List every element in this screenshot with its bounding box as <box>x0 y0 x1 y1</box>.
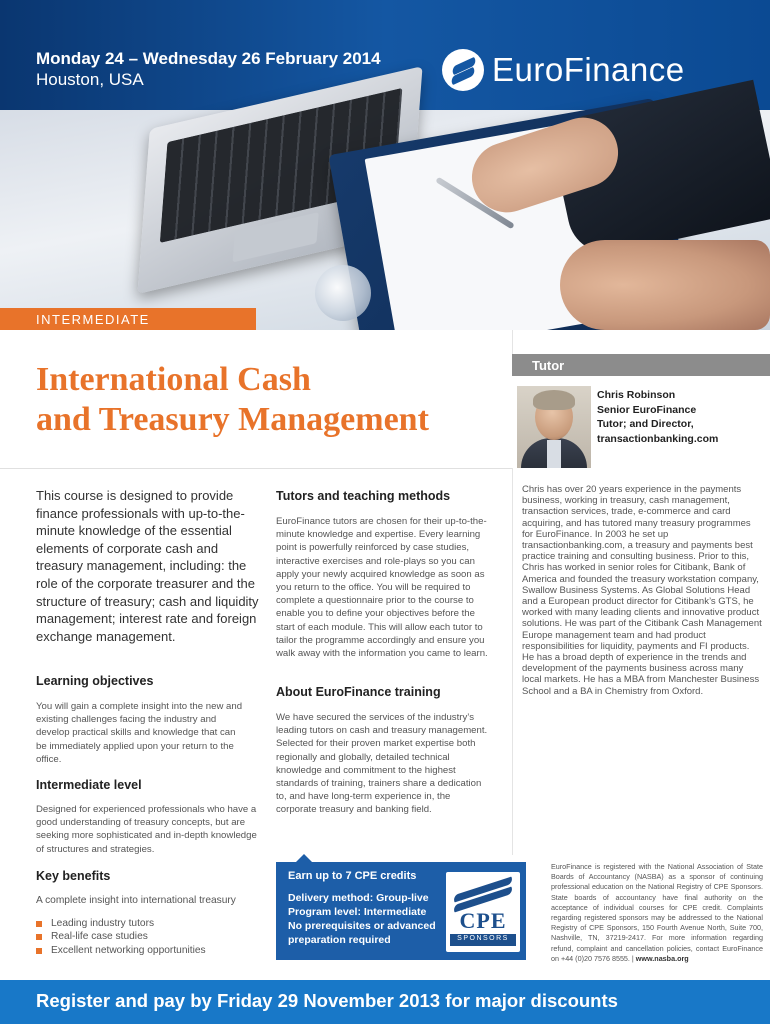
cpe-seal-sponsors: SPONSORS <box>457 935 509 942</box>
tutor-photo <box>517 386 591 468</box>
cpe-seal-text: CPE <box>459 908 507 933</box>
course-title <box>36 360 506 440</box>
key-benefits-list <box>36 917 266 957</box>
cpe-delivery-method: Delivery method: Group-live <box>288 892 429 904</box>
list-item: Leading industry tutors <box>36 917 266 930</box>
register-deadline-text: Register and pay by Friday 29 November 2013 for major discounts <box>36 990 618 1011</box>
orange-bullet-icon <box>36 934 42 940</box>
eurofinance-logo-text: EuroFinance <box>492 51 685 88</box>
tutor-role-line2: Tutor; and Director, <box>597 418 694 430</box>
tutor-name: Chris Robinson <box>597 389 676 401</box>
cpe-prereq-line1: No prerequisites or advanced <box>288 920 436 932</box>
learning-objectives-body: You will gain a complete insight into the new and existing challenges facing the industry and develop practical skills and knowledge that can be immediately applied upon your return to the office. <box>36 701 243 765</box>
tutors-teaching-heading: Tutors and teaching methods <box>276 489 451 503</box>
about-training-heading: About EuroFinance training <box>276 685 441 699</box>
nasba-link[interactable]: www.nasba.org <box>635 953 689 963</box>
orange-bullet-icon <box>36 948 42 954</box>
tutor-role-line1: Senior EuroFinance <box>597 403 697 416</box>
eurofinance-logo-icon <box>442 49 484 91</box>
key-benefits-heading: Key benefits <box>36 869 111 883</box>
cpe-credits-title: Earn up to 7 CPE credits <box>288 870 417 882</box>
event-location: Houston, USA <box>36 70 144 89</box>
list-item: Real-life case studies <box>36 930 266 943</box>
hero-glass-illustration <box>315 265 371 321</box>
tutor-bio: Chris has over 20 years experience in the payments business, working in treasury, cash management, transaction services, trade, e-commerce and card acquiring, and has tutored many treasury programmes for EuroFinance. In 2003 he set up transactionbanking.com, a treasury and payments best practice training and consulting business. Prior to this, Chris has worked in senior roles for Citibank, Bank of America and founded the treasury workstation company, Swallow Business Systems. As Global Solutions Head and a European product director for Citibank’s GTS, he worked with many leading clients and innovative product solutions. He was part of the Citibank Cash Management Europe management team and had product responsibilities for liquidity, payments and FI products. He has a broad depth of experience in the trends and development of the payments business across many local markets. He has a MBA from Manchester Business School and a BA in Chemistry from Oxford. <box>522 484 762 697</box>
about-training-body: We have secured the services of the industry’s leading tutors on cash and treasury management. Selected for their proven market expertise both regionally and globally, detailed technical knowledge and commitment to the highest standards of training, trainers share a dedication to, and have long-term experience in, the corporate treasury and banking field. <box>276 712 488 816</box>
title-divider <box>0 468 512 469</box>
cpe-sponsors-seal-icon <box>446 872 520 952</box>
tutor-credentials <box>597 388 765 446</box>
intermediate-level-heading: Intermediate level <box>36 778 142 792</box>
tutor-photo-shirt <box>547 440 561 468</box>
key-benefits-lead: A complete insight into international treasury <box>36 895 236 906</box>
intermediate-level-body: Designed for experienced professionals who have a good understanding of treasury concepts, but are seeking more sophisticated and in-depth knowledge of structures and strategies. <box>36 804 257 855</box>
cpe-program-level: Program level: Intermediate <box>288 906 427 918</box>
learning-objectives-heading: Learning objectives <box>36 674 154 688</box>
orange-bullet-icon <box>36 921 42 927</box>
eurofinance-logo <box>442 48 685 92</box>
tutors-teaching-body: EuroFinance tutors are chosen for their up-to-the-minute knowledge and expertise. Every learning point is powerfully reinforced by case studies, interactive exercises and role-plays so you can apply your newly acquired knowledge as soon as you return to the office. You will be required to complete a questionnaire prior to the course to enable you to define your objectives before the start of each module. This will allow each tutor to tailor the programme accordingly and ensure you walk away with the information you came to learn. <box>276 516 488 660</box>
cpe-prereq-line2: preparation required <box>288 934 391 946</box>
list-item: Excellent networking opportunities <box>36 944 266 957</box>
nasba-registration-notice: EuroFinance is registered with the National Association of State Boards of Accountancy (NASBA) as a sponsor of continuing professional education on the National Registry of CPE Sponsors. State boards of accountancy have final authority on the acceptance of individual courses for CPE credit. Complaints regarding registered sponsors may be addressed to the National Registry of CPE Sponsors, 150 Fourth Avenue North, Suite 700, Nashville, TN, 37219-2417. For more information regarding refund, complaint and cancellation policies, contact EuroFinance on +44 (0)20 7576 8555. | www.nasba.org <box>551 862 763 963</box>
course-title-line1: International Cash <box>36 361 311 398</box>
tutor-header-label: Tutor <box>532 358 565 373</box>
level-badge: INTERMEDIATE <box>36 312 150 327</box>
tutor-company: transactionbanking.com <box>597 432 719 445</box>
cpe-details <box>288 891 448 947</box>
tutor-photo-hair <box>533 390 575 410</box>
course-title-line2: and Treasury Management <box>36 401 429 438</box>
event-date: Monday 24 – Wednesday 26 February 2014 <box>36 49 381 68</box>
hero-hand-resting <box>560 240 770 330</box>
course-intro: This course is designed to provide finance professionals with up-to-the-minute knowledge of the essential elements of corporate cash and treasury management, including: the role of the corporate treasurer and the structure of treasury; cash and liquidity management; interest rate and foreign exchange management. <box>36 488 259 644</box>
